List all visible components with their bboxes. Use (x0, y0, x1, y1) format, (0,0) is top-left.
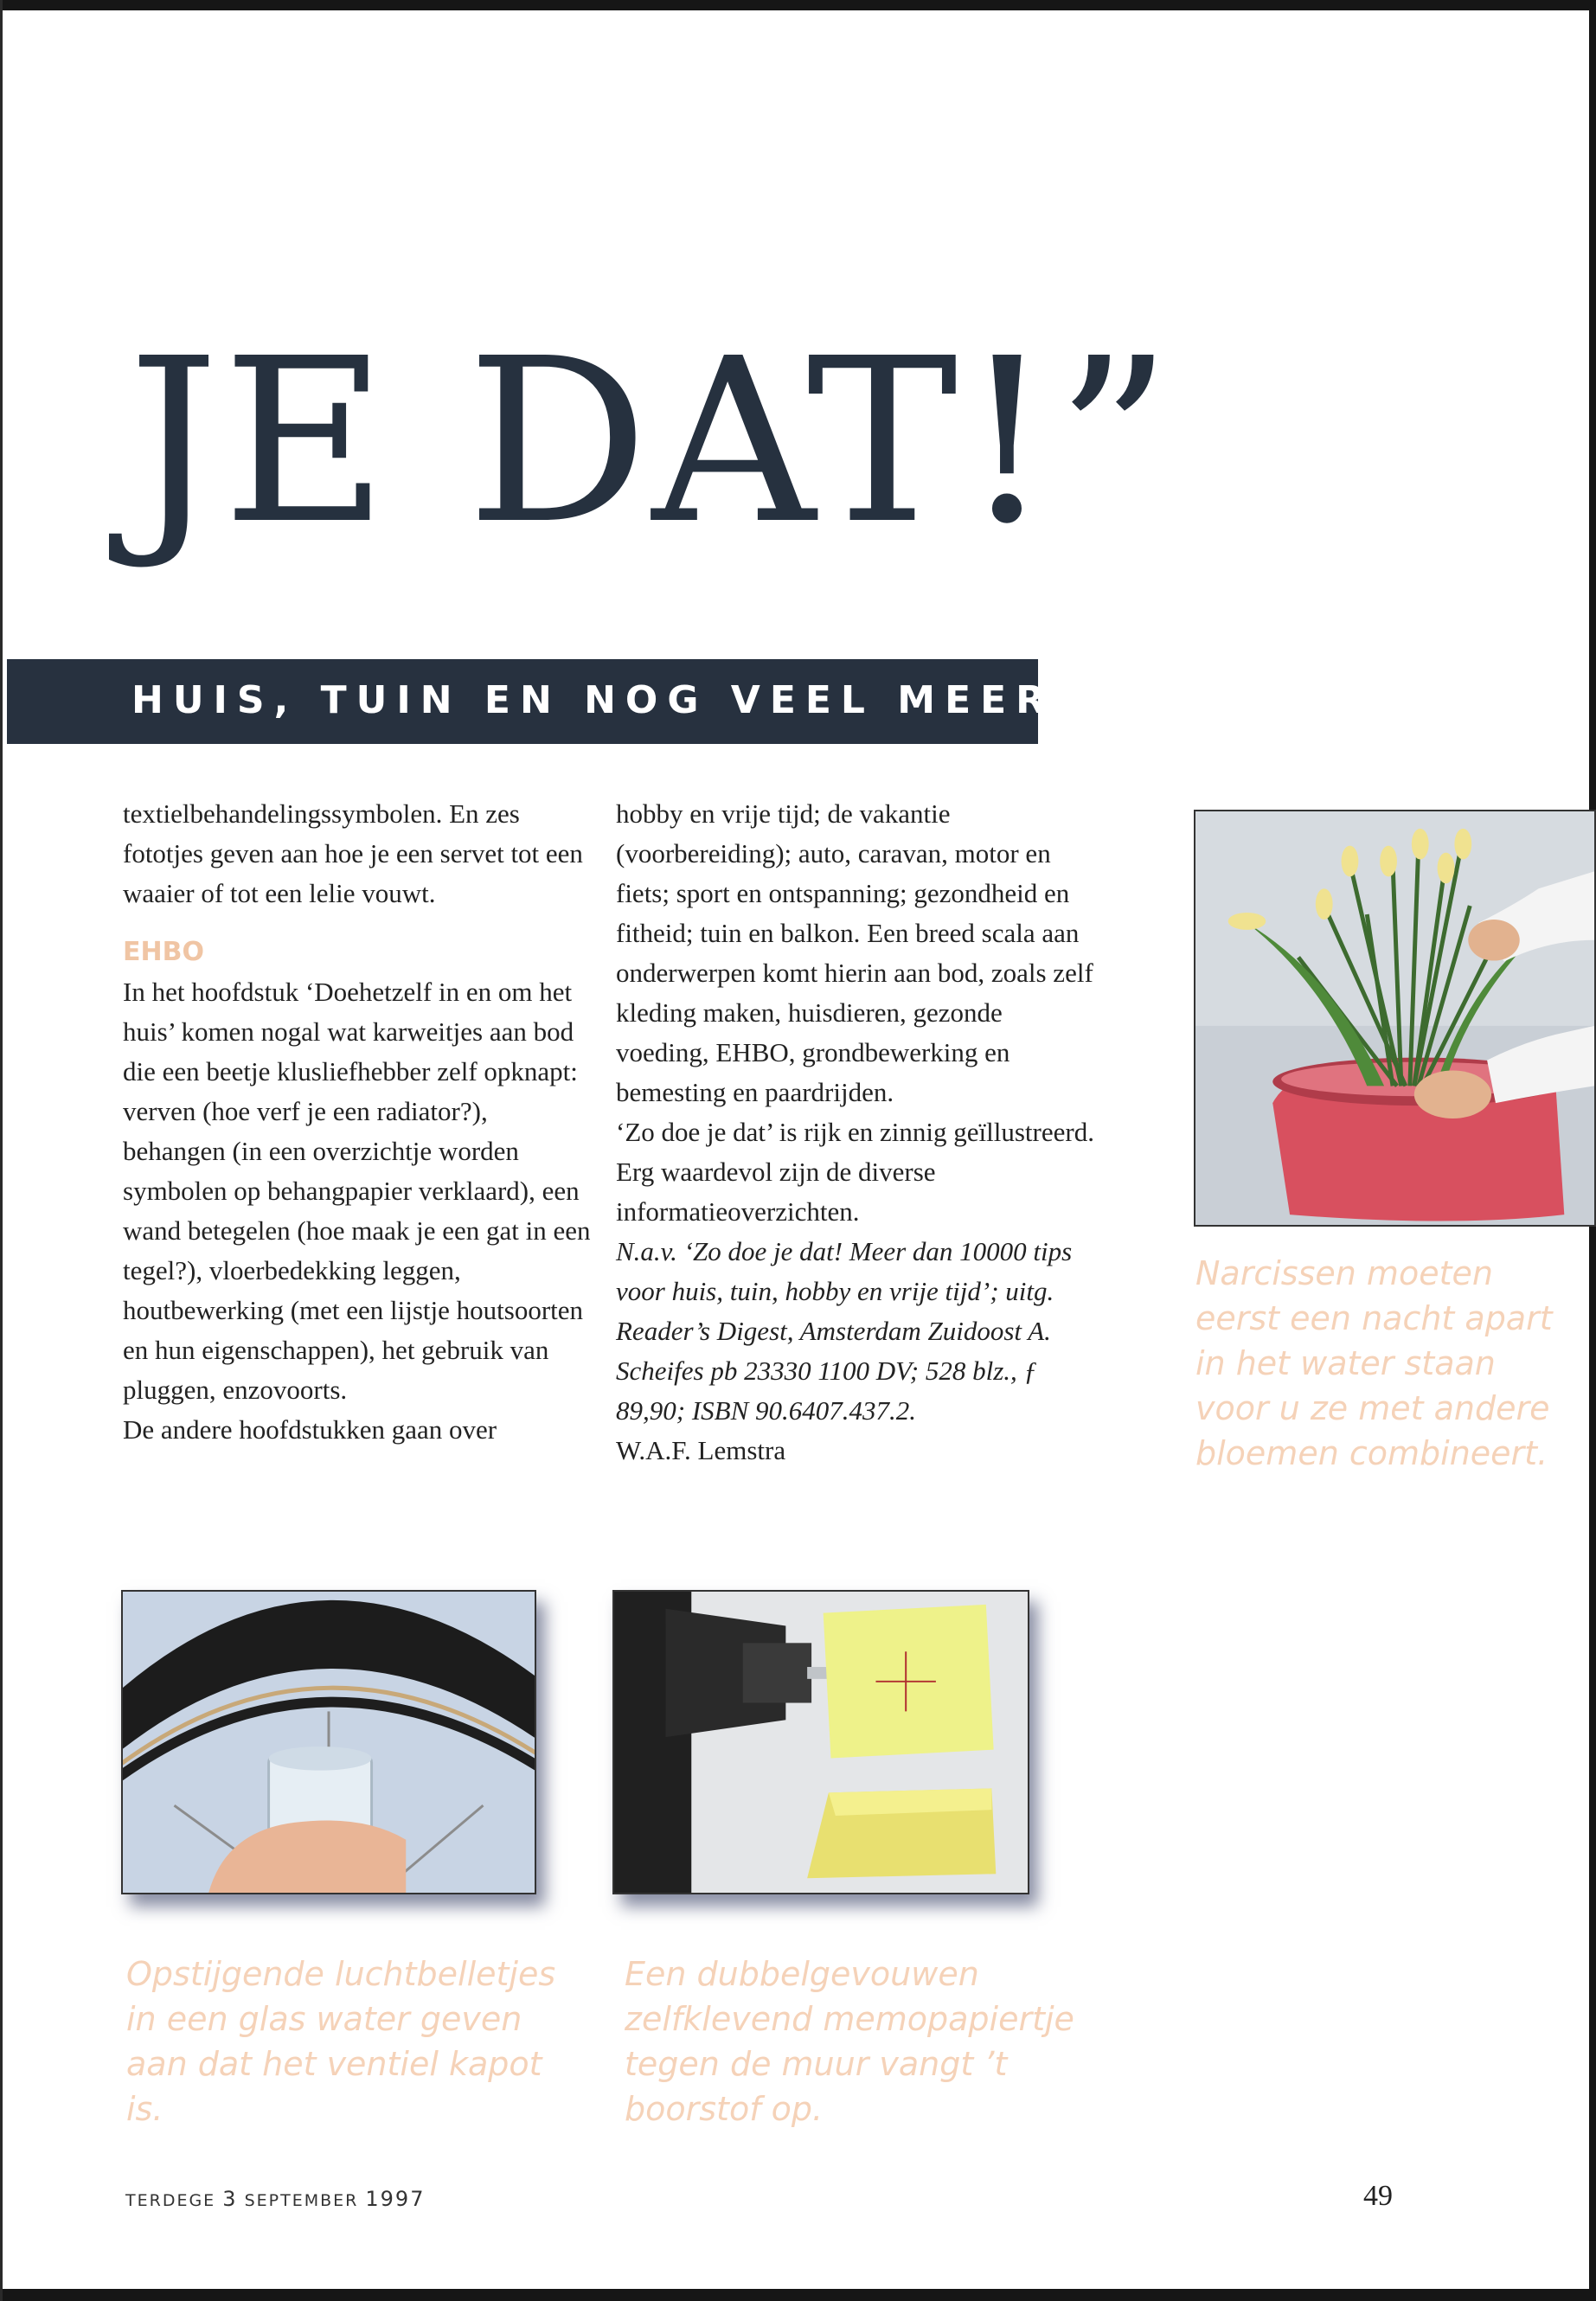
page-bottom-border (0, 2289, 1596, 2301)
magazine-name: TERDEGE (125, 2191, 216, 2210)
paragraph: De andere hoofdstukken gaan over (123, 1414, 497, 1445)
page-number: 49 (1363, 2180, 1393, 2212)
issue-month: SEPTEMBER (244, 2191, 359, 2210)
bike-tire-photo (121, 1590, 536, 1894)
paragraph: textielbehandelingssymbolen. En zes fototjes geven aan hoe je een servet tot een waaier of tot een lelie vouwt. (123, 798, 583, 908)
headline: JE DAT!” (128, 310, 1176, 574)
bike-caption: Opstijgende luchtbelletjes in een glas water geven aan dat het ventiel kapot is. (126, 1955, 556, 2128)
page-left-border (0, 0, 3, 2301)
section-subhead: EHBO (123, 937, 204, 967)
drill-caption: Een dubbelgevouwen zelfklevend memopapiertje tegen de muur vangt ’t boorstof op. (625, 1955, 1074, 2128)
author-name: W.A.F. Lemstra (616, 1435, 786, 1465)
text-column-1 (123, 794, 594, 1450)
issue-number: 3 (222, 2187, 238, 2211)
narcissus-caption: Narcissen moeten eerst een nacht apart in het water staan voor u ze met andere bloemen combineert. (1195, 1254, 1553, 1472)
banner-title: HUIS, TUIN EN NOG VEEL MEER (131, 678, 1055, 722)
narcissus-photo (1194, 810, 1596, 1227)
page-top-border (0, 0, 1596, 10)
issue-year: 1997 (365, 2187, 426, 2211)
paragraph: In het hoofdstuk ‘Doehetzelf in en om het huis’ komen nogal wat karweitjes aan bod die een beetje klusliefhebber zelf opknapt: verven (hoe verf je een radiator?), behangen (in een overzichtje worden symbolen op behangpapier verklaard), een wand betegelen (hoe maak je een gat in een tegel?), vloerbedekking leggen, houtbewerking (met een lijstje houtsoorten en hun eigenschappen), het gebruik van pluggen, enzovoorts. (123, 977, 591, 1405)
drill-photo (612, 1590, 1029, 1894)
magazine-footer (125, 2187, 425, 2211)
section-banner (7, 659, 1055, 744)
book-credit: N.a.v. ‘Zo doe je dat! Meer dan 10000 tips voor huis, tuin, hobby en vrije tijd’; uitg. Reader’s Digest, Amsterdam Zuidoost A. Scheifes pb 23330 1100 DV; 528 blz., ƒ 89,90; ISBN 90.6407.437.2. (616, 1236, 1073, 1426)
paragraph: ‘Zo doe je dat’ is rijk en zinnig geïllustreerd. Erg waardevol zijn de diverse informatieoverzichten. (616, 1117, 1094, 1227)
text-column-2 (616, 794, 1100, 1471)
paragraph: hobby en vrije tijd; de vakantie (voorbereiding); auto, caravan, motor en fiets; sport en ontspanning; gezondheid en fitheid; tuin en balkon. Een breed scala aan onderwerpen komt hierin aan bod, zoals zelf kleding maken, huisdieren, gezonde voeding, EHBO, grondbewerking en bemesting en paardrijden. (616, 798, 1093, 1107)
